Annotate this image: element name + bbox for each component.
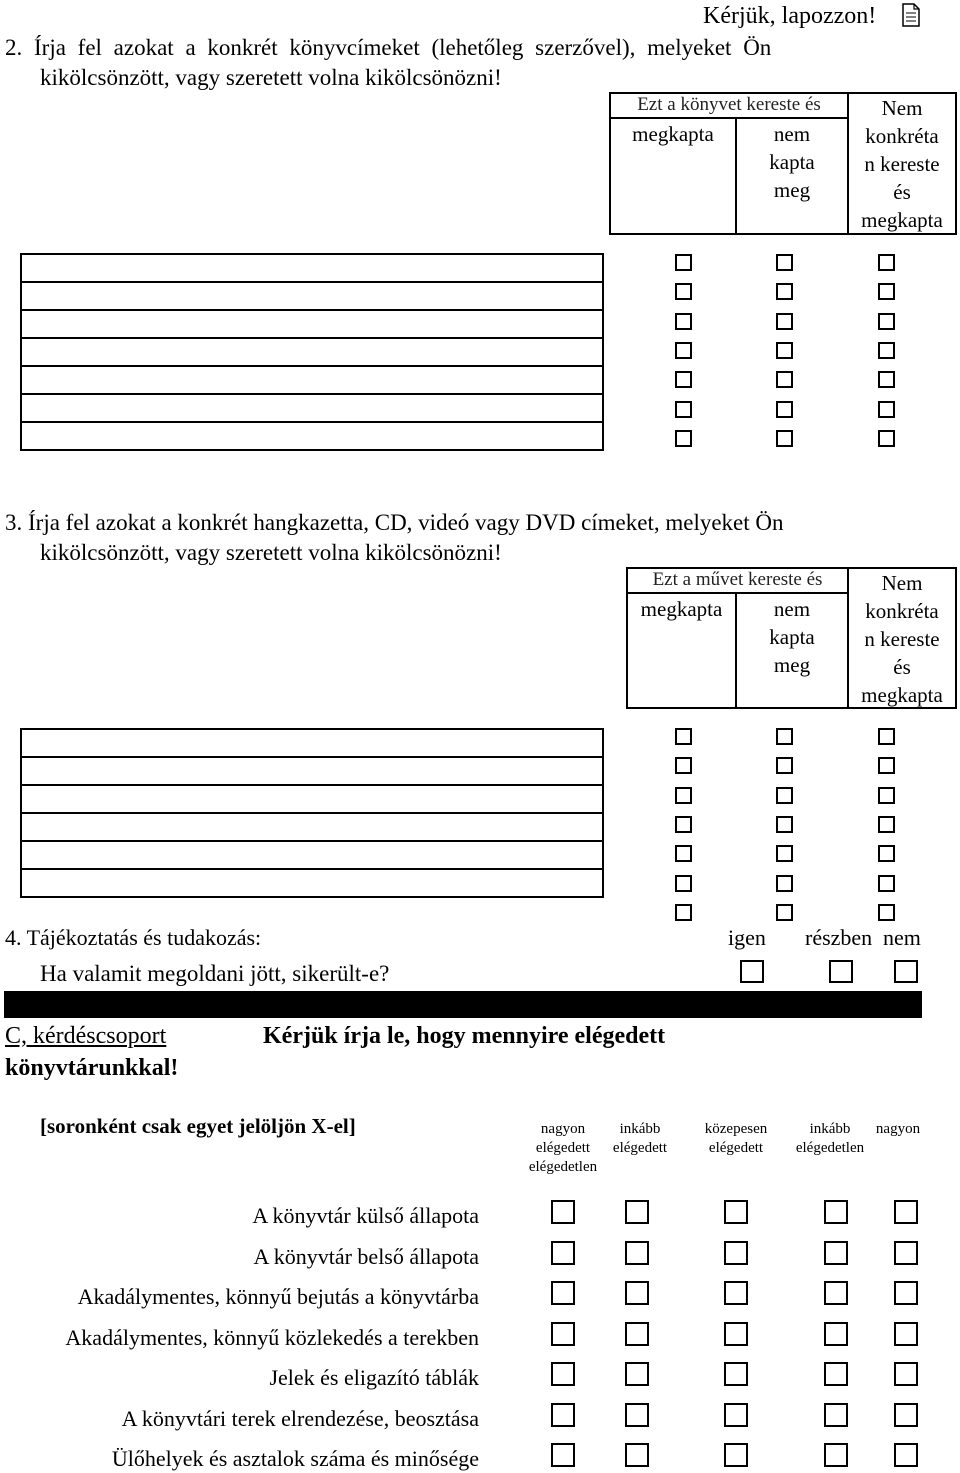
scale-rather-satisfied: inkább elégedett xyxy=(612,1121,668,1156)
checkbox-col2[interactable] xyxy=(776,283,793,300)
rating-checkbox-2[interactable] xyxy=(625,1403,649,1427)
rating-checkbox-3[interactable] xyxy=(724,1322,748,1346)
section2-header-col1: megkapta xyxy=(632,122,714,146)
rating-item-label: Ülőhelyek és asztalok száma és minősége xyxy=(111,1446,479,1471)
sectionC-title-cont: könyvtárunkkal! xyxy=(5,1055,179,1081)
rating-item-label: Akadálymentes, könnyű bejutás a könyvtárba xyxy=(77,1284,479,1309)
title-line[interactable] xyxy=(20,814,604,842)
checkbox-col1[interactable] xyxy=(675,430,692,447)
checkbox-col1[interactable] xyxy=(675,816,692,833)
rating-item-label: A könyvtári terek elrendezése, beosztása xyxy=(121,1405,479,1431)
title-line[interactable] xyxy=(20,367,604,395)
section2-question-line1: 2. Írja fel azokat a konkrét könyvcímeket (lehetőleg szerzővel), melyeket Ön xyxy=(5,35,772,60)
rating-item-label: Jelek és eligazító táblák xyxy=(269,1365,479,1390)
checkbox-col2[interactable] xyxy=(776,904,793,921)
rating-checkbox-3[interactable] xyxy=(724,1200,748,1224)
title-line[interactable] xyxy=(20,339,604,367)
rating-checkbox-1[interactable] xyxy=(551,1281,575,1305)
rating-checkbox-3[interactable] xyxy=(724,1362,748,1386)
title-line[interactable] xyxy=(20,395,604,423)
checkbox-col1[interactable] xyxy=(675,904,692,921)
checkbox-col1[interactable] xyxy=(675,371,692,388)
section3-header-col1: megkapta xyxy=(640,597,723,621)
rating-checkbox-5[interactable] xyxy=(894,1241,918,1265)
rating-checkbox-5[interactable] xyxy=(894,1281,918,1305)
checkbox-col2[interactable] xyxy=(776,371,793,388)
section2-title-lines[interactable] xyxy=(20,253,604,451)
scale-very-dissatisfied-top: nagyon xyxy=(875,1121,921,1137)
rating-item-label: A könyvtár belső állapota xyxy=(253,1243,479,1269)
rating-checkbox-4[interactable] xyxy=(824,1200,848,1224)
scale-very-dissatisfied-bottom: elégedetlen xyxy=(528,1159,598,1175)
rating-item-label: Akadálymentes, könnyű közlekedés a terekben xyxy=(65,1324,479,1350)
checkbox-col2[interactable] xyxy=(776,401,793,418)
rating-checkbox-2[interactable] xyxy=(625,1362,649,1386)
checkbox-no[interactable] xyxy=(894,960,918,983)
title-line[interactable] xyxy=(20,758,604,786)
rating-checkbox-5[interactable] xyxy=(894,1200,918,1224)
sectionC-title: Kérjük írja le, hogy mennyire elégedett xyxy=(263,1023,666,1049)
scale-very-satisfied: nagyon elégedett xyxy=(535,1121,591,1156)
title-line[interactable] xyxy=(20,786,604,814)
section4-option-no: nem xyxy=(883,925,921,950)
checkbox-partly[interactable] xyxy=(829,960,853,983)
checkbox-col1[interactable] xyxy=(675,845,692,862)
section2-header-col2: nem kapta meg xyxy=(769,122,815,202)
checkbox-col2[interactable] xyxy=(776,757,793,774)
document-icon xyxy=(901,3,921,27)
checkbox-col3[interactable] xyxy=(878,728,895,745)
checkbox-yes[interactable] xyxy=(740,960,764,983)
section2-question-line2: kikölcsönzött, vagy szeretett volna kikölcsönözni! xyxy=(40,65,502,90)
checkbox-col1[interactable] xyxy=(675,313,692,330)
rating-checkbox-1[interactable] xyxy=(551,1403,575,1427)
checkbox-col2[interactable] xyxy=(776,787,793,804)
checkbox-col3[interactable] xyxy=(878,342,895,359)
checkbox-col1[interactable] xyxy=(675,254,692,271)
checkbox-col1[interactable] xyxy=(675,401,692,418)
checkbox-col3[interactable] xyxy=(878,816,895,833)
checkbox-col3[interactable] xyxy=(878,313,895,330)
section-divider-bar xyxy=(4,991,922,1018)
rating-checkbox-3[interactable] xyxy=(724,1281,748,1305)
sectionC-label: C, kérdéscsoport xyxy=(5,1023,167,1049)
checkbox-col1[interactable] xyxy=(675,875,692,892)
checkbox-col2[interactable] xyxy=(776,845,793,862)
rating-checkbox-2[interactable] xyxy=(625,1241,649,1265)
rating-checkbox-5[interactable] xyxy=(894,1403,918,1427)
checkbox-col3[interactable] xyxy=(878,371,895,388)
sectionC-instruction: [soronként csak egyet jelöljön X-el] xyxy=(40,1114,356,1138)
checkbox-col2[interactable] xyxy=(776,342,793,359)
checkbox-col3[interactable] xyxy=(878,401,895,418)
checkbox-col1[interactable] xyxy=(675,787,692,804)
checkbox-col1[interactable] xyxy=(675,757,692,774)
checkbox-col2[interactable] xyxy=(776,875,793,892)
checkbox-col2[interactable] xyxy=(776,816,793,833)
section3-question-line1: 3. Írja fel azokat a konkrét hangkazetta, CD, videó vagy DVD címeket, melyeket Ön xyxy=(5,510,784,535)
checkbox-col1[interactable] xyxy=(675,283,692,300)
scale-rather-dissatisfied: inkább elégedetlen xyxy=(795,1121,865,1156)
title-line[interactable] xyxy=(20,283,604,311)
section4-question: Ha valamit megoldani jött, sikerült-e? xyxy=(40,961,390,986)
section3-header-group: Ezt a művet kereste és xyxy=(652,569,823,590)
checkbox-col3[interactable] xyxy=(878,430,895,447)
section4-title: 4. Tájékoztatás és tudakozás: xyxy=(5,925,262,950)
section3-header-col2: nem kapta meg xyxy=(769,597,815,677)
section2-header-group: Ezt a könyvet kereste és xyxy=(637,94,821,115)
section3-header-col3: Nem konkréta n kereste és megkapta xyxy=(861,571,943,707)
checkbox-col3[interactable] xyxy=(878,904,895,921)
rating-checkbox-1[interactable] xyxy=(551,1200,575,1224)
rating-checkbox-2[interactable] xyxy=(625,1443,649,1467)
title-line[interactable] xyxy=(20,870,604,898)
rating-checkbox-4[interactable] xyxy=(824,1362,848,1386)
rating-checkbox-4[interactable] xyxy=(824,1322,848,1346)
section3-question-line2: kikölcsönzött, vagy szeretett volna kikölcsönözni! xyxy=(40,540,502,565)
title-line[interactable] xyxy=(20,842,604,870)
rating-checkbox-1[interactable] xyxy=(551,1241,575,1265)
rating-checkbox-5[interactable] xyxy=(894,1322,918,1346)
rating-item-label: A könyvtár külső állapota xyxy=(252,1203,479,1228)
section2-header-col3: Nem konkréta n kereste és megkapta xyxy=(861,96,943,232)
section4-option-yes: igen xyxy=(728,925,766,950)
rating-checkbox-3[interactable] xyxy=(724,1403,748,1427)
title-line[interactable] xyxy=(20,728,604,758)
rating-checkbox-5[interactable] xyxy=(894,1443,918,1467)
checkbox-col1[interactable] xyxy=(675,342,692,359)
section3-title-lines[interactable] xyxy=(20,728,604,898)
rating-checkbox-2[interactable] xyxy=(625,1281,649,1305)
checkbox-col2[interactable] xyxy=(776,313,793,330)
title-line[interactable] xyxy=(20,253,604,283)
checkbox-col3[interactable] xyxy=(878,787,895,804)
checkbox-col3[interactable] xyxy=(878,845,895,862)
title-line[interactable] xyxy=(20,423,604,451)
rating-checkbox-2[interactable] xyxy=(625,1322,649,1346)
rating-checkbox-2[interactable] xyxy=(625,1200,649,1224)
rating-checkbox-4[interactable] xyxy=(824,1281,848,1305)
section4-option-partly: részben xyxy=(805,925,873,950)
title-line[interactable] xyxy=(20,311,604,339)
rating-checkbox-1[interactable] xyxy=(551,1322,575,1346)
turn-page-note: Kérjük, lapozzon! xyxy=(703,3,877,29)
checkbox-col3[interactable] xyxy=(878,757,895,774)
checkbox-col3[interactable] xyxy=(878,283,895,300)
rating-checkbox-4[interactable] xyxy=(824,1443,848,1467)
rating-checkbox-3[interactable] xyxy=(724,1443,748,1467)
checkbox-col3[interactable] xyxy=(878,875,895,892)
rating-checkbox-1[interactable] xyxy=(551,1443,575,1467)
checkbox-col2[interactable] xyxy=(776,254,793,271)
rating-checkbox-3[interactable] xyxy=(724,1241,748,1265)
checkbox-col2[interactable] xyxy=(776,430,793,447)
scale-moderately-satisfied: közepesen elégedett xyxy=(704,1121,768,1156)
rating-checkbox-1[interactable] xyxy=(551,1362,575,1386)
checkbox-col2[interactable] xyxy=(776,728,793,745)
rating-checkbox-4[interactable] xyxy=(824,1241,848,1265)
rating-checkbox-5[interactable] xyxy=(894,1362,918,1386)
checkbox-col3[interactable] xyxy=(878,254,895,271)
checkbox-col1[interactable] xyxy=(675,728,692,745)
rating-checkbox-4[interactable] xyxy=(824,1403,848,1427)
